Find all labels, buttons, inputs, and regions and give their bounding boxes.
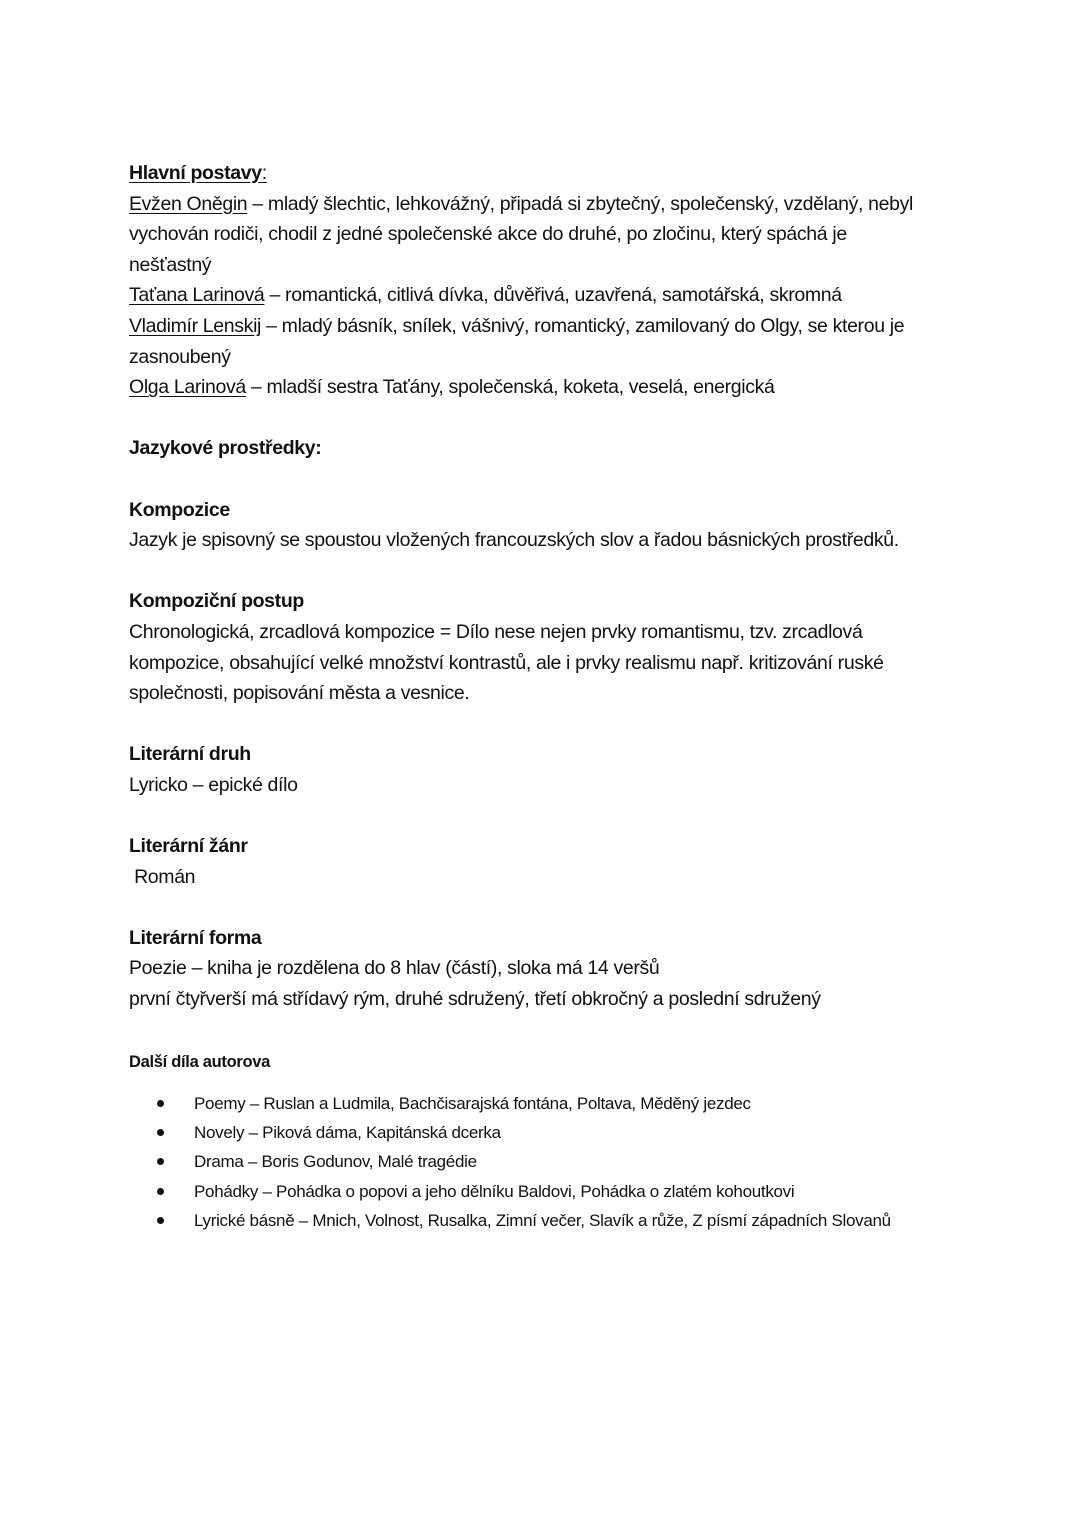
other-works-heading: Další díla autorova	[129, 1052, 271, 1071]
spacer	[129, 800, 959, 831]
character-name: Taťana Larinová	[129, 284, 265, 307]
characters-heading-colon: :	[261, 162, 267, 184]
characters-heading-line	[129, 158, 959, 189]
characters-heading: Hlavní postavy	[129, 162, 262, 184]
literary-kind-text: Lyricko – epické dílo	[129, 773, 298, 796]
character-name: Vladimír Lenskij	[129, 314, 262, 337]
list-item	[129, 1206, 959, 1235]
spacer	[129, 1015, 959, 1043]
character-description-continued: zasnoubený	[129, 345, 231, 368]
spacer	[129, 556, 959, 587]
character-name: Evžen Oněgin	[129, 192, 248, 215]
literary-form-text: první čtyřverší má střídavý rým, druhé sdružený, třetí obkročný a poslední sdružený	[129, 988, 821, 1011]
literary-genre-heading: Literární žánr	[129, 835, 248, 858]
character-tatana	[129, 280, 959, 311]
character-description: – mladý básník, snílek, vášnivý, romantický, zamilovaný do Olgy, se kterou je	[261, 314, 905, 337]
composition-heading: Kompozice	[129, 498, 230, 521]
list-item-text: Novely – Piková dáma, Kapitánská dcerka	[194, 1122, 501, 1142]
character-lenskij	[129, 311, 959, 342]
composition-text: Jazyk je spisovný se spoustou vložených francouzských slov a řadou básnických prostředků.	[129, 529, 899, 552]
bullet-icon	[157, 1100, 164, 1107]
composition-method-text: Chronologická, zrcadlová kompozice = Dílo nese nejen prvky romantismu, tzv. zrcadlová	[129, 620, 863, 643]
bullet-icon	[157, 1188, 164, 1195]
bullet-icon	[157, 1158, 164, 1165]
spacer	[129, 709, 959, 740]
character-description: – romantická, citlivá dívka, důvěřivá, uzavřená, samotářská, skromná	[264, 284, 842, 307]
list-item	[129, 1118, 959, 1147]
list-item	[129, 1147, 959, 1176]
literary-kind-heading: Literární druh	[129, 743, 251, 766]
other-works-list	[129, 1089, 959, 1235]
bullet-icon	[157, 1129, 164, 1136]
composition-method-heading: Kompoziční postup	[129, 590, 304, 613]
character-name: Olga Larinová	[129, 376, 246, 399]
composition-method-text: kompozice, obsahující velké množství kontrastů, ale i prvky realismu např. kritizování ruské	[129, 651, 884, 674]
list-item	[129, 1089, 959, 1118]
character-onegin	[129, 189, 959, 220]
list-item-text: Drama – Boris Godunov, Malé tragédie	[194, 1152, 477, 1172]
character-description: – mladší sestra Taťány, společenská, koketa, veselá, energická	[245, 376, 775, 399]
literary-form-text: Poezie – kniha je rozdělena do 8 hlav (částí), sloka má 14 veršů	[129, 957, 660, 980]
bullet-icon	[157, 1217, 164, 1224]
spacer	[129, 403, 959, 434]
list-item	[129, 1177, 959, 1206]
list-item-text: Pohádky – Pohádka o popovi a jeho dělníku Baldovi, Pohádka o zlatém kohoutkovi	[194, 1181, 795, 1201]
character-description-continued: vychován rodiči, chodil z jedné společenské akce do druhé, po zločinu, který spáchá je	[129, 223, 847, 246]
character-description: – mladý šlechtic, lehkovážný, připadá si zbytečný, společenský, vzdělaný, nebyl	[247, 192, 913, 215]
character-olga	[129, 372, 959, 403]
literary-form-heading: Literární forma	[129, 926, 262, 949]
language-means-heading: Jazykové prostředky:	[129, 437, 322, 460]
list-item-text: Lyrické básně – Mnich, Volnost, Rusalka, Zimní večer, Slavík a růže, Z písmí západních Slovanů	[194, 1210, 891, 1230]
character-description-continued: nešťastný	[129, 253, 212, 276]
literary-genre-text: Román	[129, 865, 196, 888]
document-page	[129, 158, 959, 1235]
composition-method-text: společnosti, popisování města a vesnice.	[129, 682, 470, 705]
list-item-text: Poemy – Ruslan a Ludmila, Bachčisarajská fontána, Poltava, Měděný jezdec	[194, 1093, 751, 1113]
spacer	[129, 464, 959, 495]
spacer	[129, 892, 959, 923]
